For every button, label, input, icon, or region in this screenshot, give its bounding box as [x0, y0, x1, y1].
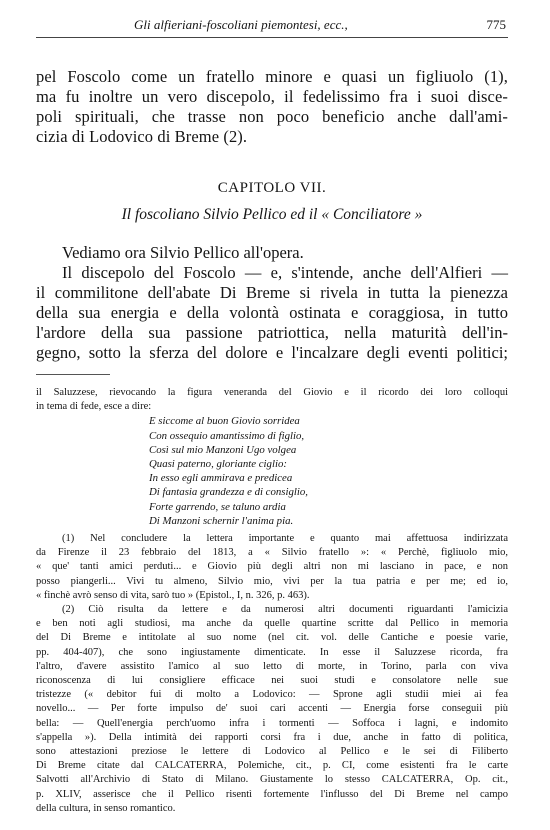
verse-line: Di fantasia grandezza e di consiglio,	[149, 486, 308, 499]
footnote-2-line: e ben noti agli studiosi, ma anche da quelle quartine scritte dal Pellico in memoria	[36, 618, 508, 630]
text-line: il commilitone dell'abate Di Breme si rivela in tutta la pienezza	[36, 283, 508, 302]
chapter-number: CAPITOLO VII.	[217, 180, 327, 196]
footnote-line: il Saluzzese, rievocando la figura veneranda del Giovio e il ricordo dei loro colloqui	[36, 387, 508, 398]
verse-line: Di Manzoni schernir l'anima pia.	[149, 514, 294, 527]
footnote-2-line: l'altro, d'avere assistito l'amico al suo letto di morte, in Torino, parla con viva	[36, 660, 508, 672]
verse-line: Quasi paterno, gloriante ciglio:	[149, 458, 287, 471]
text-line: poli spirituali, che trasse non poco beneficio anche dall'ami-	[36, 107, 508, 126]
footnote-2-line: bella: — Quell'energia perch'uomo infra i tormenti — Soffoca i lagni, e indomito	[36, 717, 508, 729]
verse-line: Con ossequio amantissimo di figlio,	[149, 429, 305, 442]
verse-line: Forte garrendo, se taluno ardia	[149, 500, 286, 513]
text-line: Il discepolo del Foscolo — e, s'intende, anche dell'Alfieri —	[62, 263, 508, 282]
text-line: Vediamo ora Silvio Pellico all'opera.	[62, 243, 304, 262]
footnote-1-line: da Firenze il 23 febbraio del 1813, a « Silvio fratello »: « Perchè, figliuolo mio,	[36, 547, 508, 559]
footnote-2-line: sono attestazioni preziose le lettere di Lodovico al Pellico e le sei di Filiberto	[36, 746, 508, 758]
footnote-1-line: « finchè avrò senso di vita, sarò tuo » (Epistol., I, n. 326, p. 463).	[36, 589, 310, 601]
text-line: della sua energia e della volontà ostinata e coraggiosa, in tutto	[36, 303, 508, 322]
footnote-2-line: della cultura, in senso romantico.	[36, 802, 176, 814]
page-number: 775	[486, 17, 506, 32]
footnote-2-line: Salvotti all'Archivio di Stato di Milano. Giustamente lo stesso CALCATERRA, Op. cit.,	[36, 774, 508, 786]
footnotes	[36, 386, 508, 816]
footnote-line: in tema di fede, esce a dire:	[36, 401, 152, 413]
footnote-2-line: novello... — Per forte impulso de' suoi cari accenti — Energia forse conseguii più	[36, 703, 508, 715]
chapter-title: Il foscoliano Silvio Pellico ed il « Conciliatore »	[121, 206, 423, 223]
text-line: gegno, sotto la sferza del dolore e l'incalzare degli eventi politici;	[36, 343, 508, 362]
verse-line: Così sul mio Manzoni Ugo volgea	[149, 443, 297, 456]
paragraph-top	[36, 67, 508, 147]
footnote-2-line: s'appella »). Della intimità dei rapporti corsi fra i due, anche in fatto di politica,	[36, 731, 508, 743]
text-line: l'ardore della sua passione patriottica, nella maturità dell'in-	[36, 323, 508, 342]
text-line: cizia di Lodovico di Breme (2).	[36, 127, 248, 146]
header-rule	[36, 37, 508, 38]
footnote-2-line: tristezze (« debitor fui di molto a Lodovico: — Sprone agli studii miei ai fea	[36, 689, 508, 701]
main-text	[36, 243, 508, 363]
footnote-2-line: pp. 404-407), che sono ingiustamente dimenticate. In esse il Saluzzese ricorda, fra	[36, 646, 508, 658]
footnote-2-line: del Di Breme e intitolate al suo nome (nel cit. vol. delle Cantiche e poesie varie,	[36, 632, 508, 644]
footnote-2-line: riconoscenza di lui consigliere efficace nei suoi studi e consolatore nelle sue	[36, 675, 508, 687]
footnote-2-line: (2) Ciò risulta da lettere e da numerosi altri documenti riguardanti l'amicizia	[62, 604, 508, 616]
verse-line: E siccome al buon Giovio sorridea	[149, 415, 300, 428]
running-title: Gli alfieriani-foscoliani piemontesi, ecc.,	[134, 17, 348, 32]
verse-line: In esso egli ammirava e predicea	[149, 472, 293, 485]
footnote-1-line: (1) Nel concludere la lettera importante e quanto mai affettuosa indirizzata	[62, 533, 508, 545]
text-line: ma fu inoltre un vero discepolo, il fedelissimo fra i suoi disce-	[36, 87, 508, 106]
running-header	[36, 17, 506, 39]
footnote-1-line: « que' tanti amici perduti... e Giovio più degli altri non mi lasciano in pace, e non	[36, 561, 508, 573]
footnote-1-line: posso piangerli... Vivi tu almeno, Silvio mio, vivi per la tua patria e per me; ed io,	[36, 575, 508, 587]
text-line: pel Foscolo come un fratello minore e quasi un figliuolo (1),	[36, 67, 508, 86]
footnote-2-line: Di Breme citate dal CALCATERRA, Polemiche, cit., p. CI, come esistenti fra le carte	[36, 760, 508, 772]
footnote-2-line: p. XLIV, asserisce che il Pellico risentì fortemente l'influsso del Di Breme nel campo	[36, 788, 508, 800]
footnote-rule	[36, 374, 110, 375]
